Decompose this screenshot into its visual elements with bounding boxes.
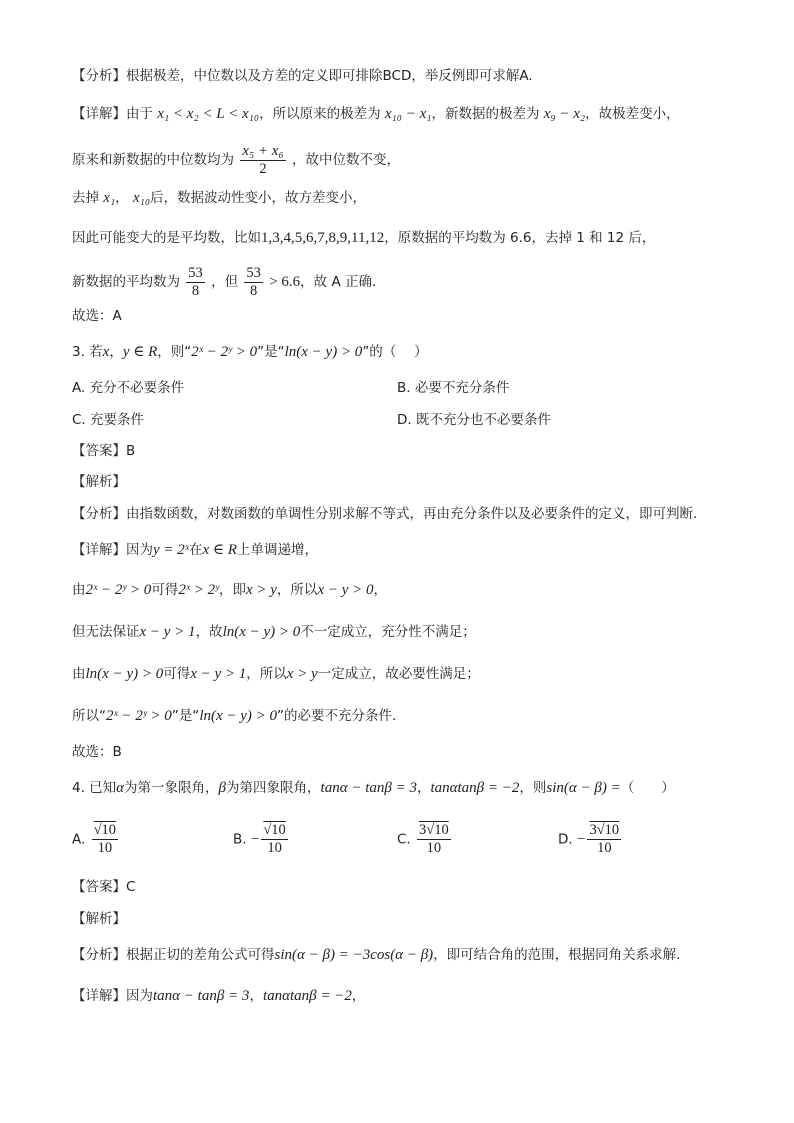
q3-choice: 故选：B: [72, 744, 122, 760]
q2-detail-line-3: 去掉 x₁， x₁₀后，数据波动性变小，故方差变小，: [72, 190, 367, 206]
q4-detail: 【详解】因为tanα − tanβ = 3，tanαtanβ = −2，: [72, 988, 366, 1004]
q4-option-a: A. $\frac{√10}{10}$: [72, 822, 117, 856]
q2-detail-line-2: 原来和新数据的中位数均为 $\frac{\text{x₅ + x₆}}{2}$ ，故中位数不变，: [72, 142, 400, 177]
q3-detail-line-1: 【详解】因为y = 2ˣ在x ∈ R上单调递增，: [72, 542, 318, 558]
q3-option-d: D. 既不充分也不必要条件: [397, 412, 551, 428]
q3-stem: 3. 若x，y ∈ R，则“2ˣ − 2ʸ > 0”是“ln(x − y) > 0”的（ ）: [72, 344, 428, 360]
q3-detail-line-4: 由ln(x − y) > 0可得x − y > 1，所以x > y一定成立，故必要性满足；: [72, 666, 480, 682]
answer-tag: 【答案】: [72, 443, 126, 459]
q3-detail-line-2: 由2ˣ − 2ʸ > 0可得2ˣ > 2ʸ，即x > y，所以x − y > 0，: [72, 582, 387, 598]
q3-answer: 【答案】B: [72, 443, 136, 459]
analysis-tag: 【分析】: [72, 68, 126, 84]
detail-tag: 【详解】: [72, 106, 126, 122]
q2-choice: 故选：A: [72, 308, 122, 324]
q3-explain-tag: 【解析】: [72, 474, 126, 490]
q4-option-c: C. $\frac{3√10}{10}$: [397, 822, 449, 856]
mean-fraction-2: $\frac{53}{8}$: [246, 264, 261, 299]
q3-analysis: 【分析】由指数函数，对数函数的单调性分别求解不等式，再由充分条件以及必要条件的定义，即可判断.: [72, 506, 698, 522]
q4-answer: 【答案】C: [72, 879, 136, 895]
q3-detail-line-5: 所以“2ˣ − 2ʸ > 0”是“ln(x − y) > 0”的必要不充分条件.: [72, 708, 397, 724]
q2-detail-line-1: 【详解】由于 x₁ < x₂ < L < x₁₀，所以原来的极差为 x₁₀ − x₁，新数据的极差为 x₉ − x₂，故极差变小，: [72, 106, 680, 122]
mean-fraction: $\frac{53}{8}$: [188, 264, 203, 299]
q3-option-b: B. 必要不充分条件: [397, 380, 510, 396]
q4-analysis: 【分析】根据正切的差角公式可得sin(α − β) = −3cos(α − β)，即可结合角的范围，根据同角关系求解.: [72, 947, 681, 963]
q4-stem: 4. 已知α为第一象限角，β为第四象限角，tanα − tanβ = 3，tanαtanβ = −2，则sin(α − β) =（ ）: [72, 780, 675, 796]
q2-detail-line-4: 因此可能变大的是平均数，比如1,3,4,5,6,7,8,9,11,12，原数据的平均数为 6.6，去掉 1 和 12 后，: [72, 230, 656, 246]
q2-analysis: 【分析】根据极差，中位数以及方差的定义即可排除BCD，举反例即可求解A.: [72, 68, 533, 84]
q4-explain-tag: 【解析】: [72, 911, 126, 927]
q3-option-c: C. 充要条件: [72, 412, 145, 428]
q2-detail-line-5: 新数据的平均数为 $\frac{53}{8}$ ，但 $\frac{53}{8}$ > 6.6，故 A 正确.: [72, 264, 377, 299]
q3-detail-line-3: 但无法保证x − y > 1，故ln(x − y) > 0不一定成立，充分性不满足；: [72, 624, 476, 640]
median-fraction: $\frac{\text{x₅ + x₆}}{2}$: [242, 142, 284, 177]
q4-option-d: D. − $\frac{3√10}{10}$: [558, 822, 620, 856]
q4-option-b: B. − $\frac{√10}{10}$: [233, 822, 286, 856]
q3-option-a: A. 充分不必要条件: [72, 380, 185, 396]
